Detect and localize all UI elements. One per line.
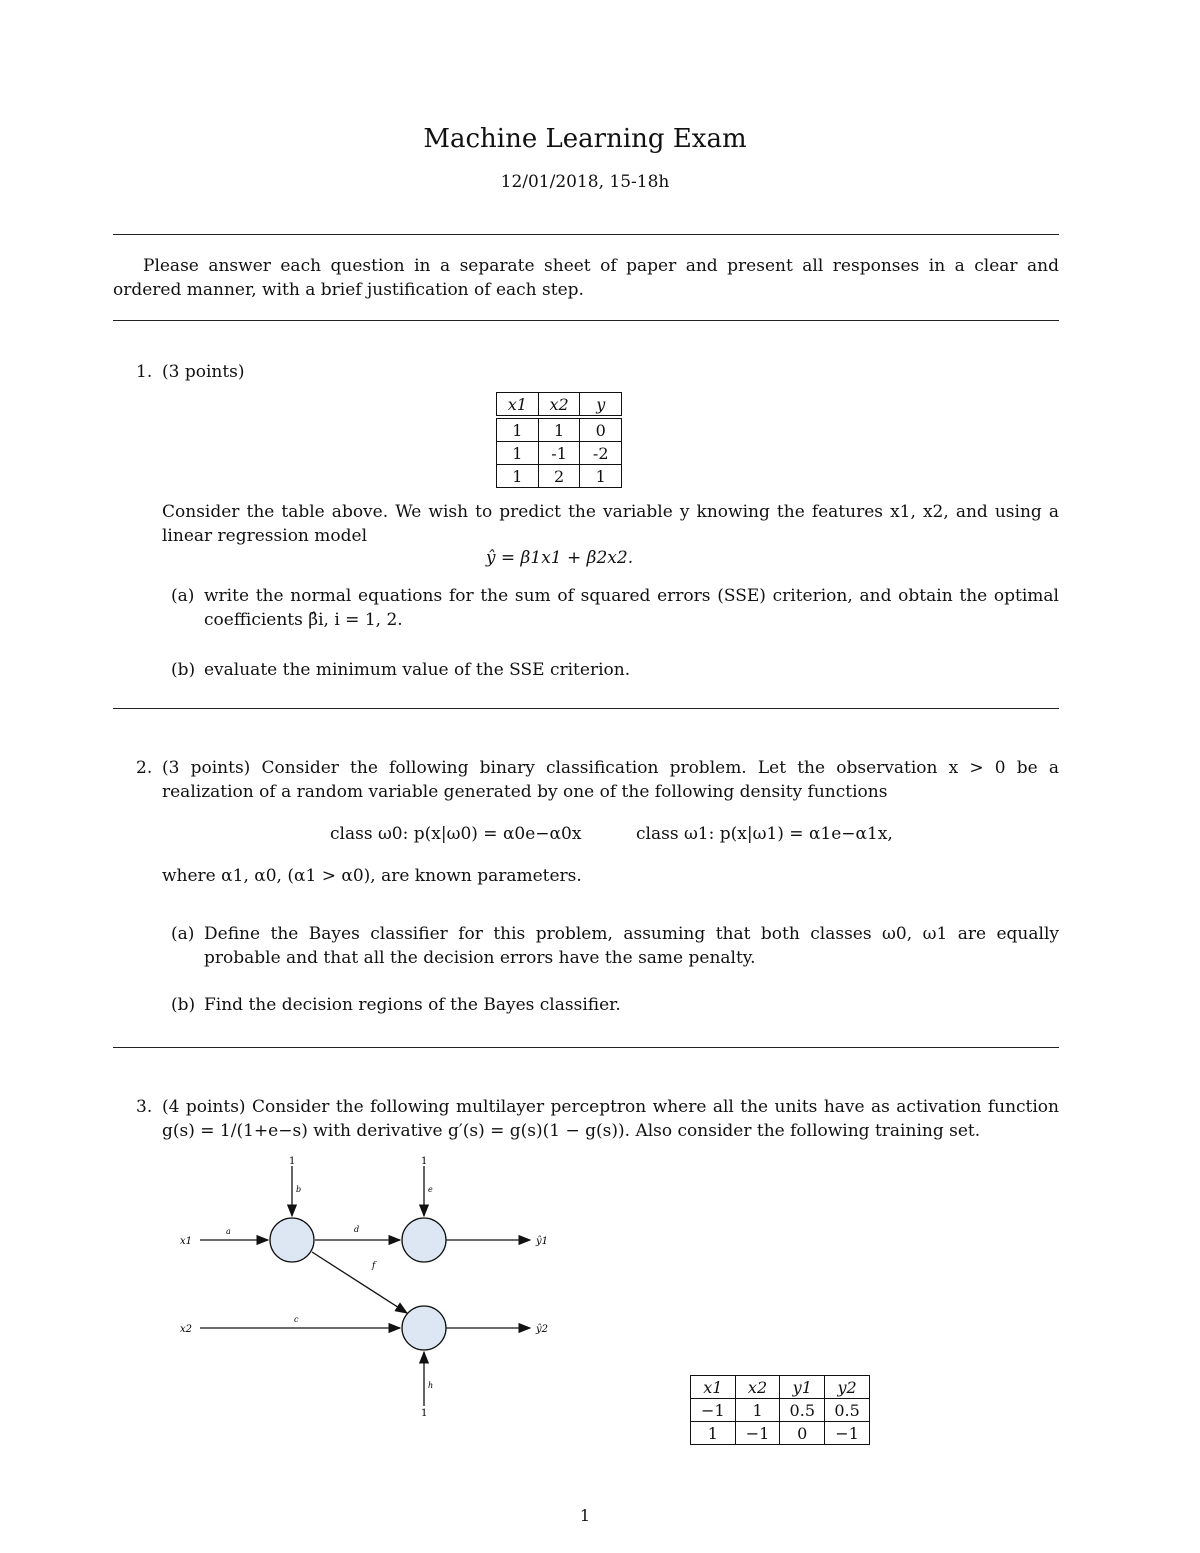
edge-h1-o2 (312, 1252, 407, 1313)
table-cell: 0.5 (780, 1399, 825, 1422)
table-header-cell: y (580, 393, 622, 416)
table-header-row (691, 1376, 870, 1399)
table-header-cell: x2 (538, 393, 580, 416)
table-cell: 1 (497, 419, 539, 442)
exam-date: 12/01/2018, 15-18h (500, 172, 670, 192)
page-number: 1 (579, 1506, 591, 1525)
divider (113, 708, 1059, 709)
weight-h-label: h (428, 1381, 434, 1390)
table-row (497, 465, 622, 488)
q1-points: (3 points) (162, 362, 245, 382)
weight-b-label: b (296, 1185, 302, 1194)
q3-text: (4 points) Consider the following multilayer perceptron where all the units have as activation function g(s) = 1/(1+e−s) with derivative g′(s) = g(s)(1 − g(s)). Also consider the following training set. (162, 1097, 1059, 1141)
table-row (497, 419, 622, 442)
table-cell: 1 (580, 465, 622, 488)
q1-b-text: evaluate the minimum value of the SSE criterion. (204, 660, 631, 680)
weight-e-label: e (428, 1185, 433, 1194)
table-cell: 0 (580, 419, 622, 442)
divider (113, 320, 1059, 321)
hidden-node (270, 1218, 314, 1262)
table-cell: -2 (580, 442, 622, 465)
mlp-diagram (160, 1150, 580, 1420)
exam-title: Machine Learning Exam (423, 124, 747, 154)
table-header-cell: y2 (825, 1376, 870, 1399)
table-row (691, 1422, 870, 1445)
input-x1-label: x1 (180, 1236, 193, 1247)
table-row (691, 1399, 870, 1422)
table-cell: 1 (497, 442, 539, 465)
table-cell: −1 (691, 1399, 736, 1422)
weight-c-label: c (294, 1315, 299, 1324)
table-cell: 1 (497, 465, 539, 488)
table-header-cell: x2 (735, 1376, 780, 1399)
q1-b-label: (b) (171, 660, 196, 680)
q2-a-text: Define the Bayes classifier for this problem, assuming that both classes ω0, ω1 are equally probable and that all the decision errors have the same penalty. (204, 924, 1059, 968)
q2-class1: class ω1: p(x|ω1) = α1e−α1x, (636, 824, 893, 844)
table-header-cell: y1 (780, 1376, 825, 1399)
table-cell: 0.5 (825, 1399, 870, 1422)
table-header-cell: x1 (497, 393, 539, 416)
table-cell: 1 (691, 1422, 736, 1445)
table-header-cell: x1 (691, 1376, 736, 1399)
divider (113, 234, 1059, 235)
weight-f-label: f (372, 1261, 376, 1271)
q1-number: 1. (136, 362, 153, 382)
divider (113, 1047, 1059, 1048)
q2-text: (3 points) Consider the following binary classification problem. Let the observation x > 0 be a realization of a random variable generated by one of the following density functions (162, 758, 1059, 802)
table-cell: −1 (825, 1422, 870, 1445)
bias-label: 1 (289, 1156, 296, 1167)
table-header-row (497, 393, 622, 416)
q3-training-table (690, 1375, 870, 1445)
q2-number: 2. (136, 758, 153, 778)
table-cell: 1 (735, 1399, 780, 1422)
q2-b-label: (b) (171, 995, 196, 1015)
output-node-2 (402, 1306, 446, 1350)
bias-label: 1 (421, 1156, 428, 1167)
q1-text: Consider the table above. We wish to predict the variable y knowing the features x1, x2, and using a linear regression model (162, 502, 1059, 546)
output-y1-label: ŷ1 (536, 1236, 549, 1247)
weight-d-label: d (354, 1225, 360, 1234)
table-cell: −1 (735, 1422, 780, 1445)
instructions: Please answer each question in a separate sheet of paper and present all responses in a clear and ordered manner, with a brief justification of each step. (113, 256, 1059, 300)
q2-class0: class ω0: p(x|ω0) = α0e−α0x (330, 824, 582, 844)
q1-a-label: (a) (171, 586, 195, 606)
q2-where: where α1, α0, (α1 > α0), are known parameters. (162, 866, 582, 886)
q1-equation: ŷ = β1x1 + β2x2. (485, 548, 634, 568)
weight-a-label: a (226, 1227, 231, 1236)
q2-a-label: (a) (171, 924, 195, 944)
table-cell: 2 (538, 465, 580, 488)
table-cell: 1 (538, 419, 580, 442)
table-cell: -1 (538, 442, 580, 465)
output-node-1 (402, 1218, 446, 1262)
bias-label: 1 (421, 1408, 428, 1419)
input-x2-label: x2 (180, 1324, 193, 1335)
q1-a-text: write the normal equations for the sum of squared errors (SSE) criterion, and obtain the optimal coefficients β̂i, i = 1, 2. (204, 586, 1059, 630)
q2-b-text: Find the decision regions of the Bayes classifier. (204, 995, 621, 1015)
q3-number: 3. (136, 1097, 153, 1117)
table-cell: 0 (780, 1422, 825, 1445)
q1-data-table (496, 392, 622, 488)
output-y2-label: ŷ2 (536, 1324, 549, 1335)
table-row (497, 442, 622, 465)
